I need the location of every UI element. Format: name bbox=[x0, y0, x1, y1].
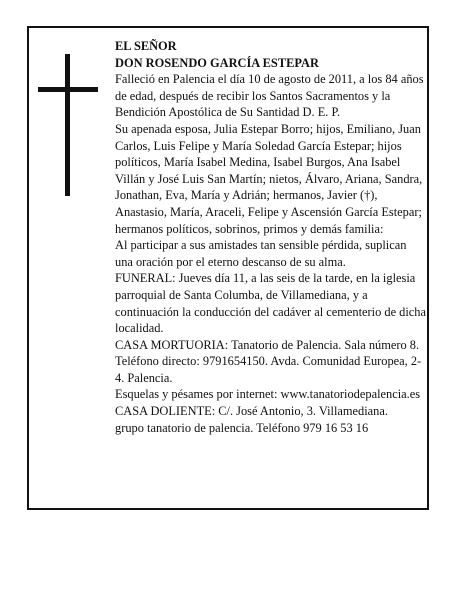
funeral-home-info: CASA MORTUORIA: Tanatorio de Palencia. Sala número 8. Teléfono directo: 9791654150. Avda. Comunidad Europea, 2-4. Palencia. bbox=[115, 337, 422, 385]
death-announcement: Falleció en Palencia el día 10 de agosto de 2011, a los 84 años de edad, después de recibir los Santos Sacramentos y la Bendición Apostólica de Su Santidad D. E. P. bbox=[115, 72, 424, 120]
internet-condolences: Esquelas y pésames por internet: www.tanatoriodepalencia.es bbox=[115, 387, 421, 402]
deceased-name: DON ROSENDO GARCÍA ESTEPAR bbox=[115, 55, 319, 70]
cross-icon bbox=[38, 54, 98, 196]
funeral-group-phone: grupo tanatorio de palencia. Teléfono 979 16 53 16 bbox=[115, 420, 369, 435]
cross-horizontal-bar bbox=[38, 87, 98, 92]
heading-title: EL SEÑOR bbox=[115, 39, 177, 53]
family-home-address: CASA DOLIENTE: C/. José Antonio, 3. Villamediana. bbox=[115, 404, 388, 419]
funeral-info: FUNERAL: Jueves día 11, a las seis de la tarde, en la iglesia parroquial de Santa Columba, de Villamediana, y a continuación la conducción del cadáver al cementerio de dicha localidad. bbox=[115, 271, 426, 336]
cross-vertical-bar bbox=[65, 54, 70, 196]
obituary-text bbox=[115, 38, 427, 436]
family-list: Su apenada esposa, Julia Estepar Borro; hijos, Emiliano, Juan Carlos, Luis Felipe y María Soledad García Estepar; hijos políticos, María Isabel Medina, Isabel Burgos, Ana Isabel Villán y José Luis San Martín; nietos, Álvaro, Ariana, Sandra, Jonathan, Eva, María y Adrián; hermanos, Javier (†), Anastasio, María, Araceli, Felipe y Ascensión García Estepar; hermanos políticos, sobrinos, primos y demás familia: bbox=[115, 121, 423, 236]
prayer-request: Al participar a sus amistades tan sensible pérdida, suplican una oración por el eterno descanso de su alma. bbox=[115, 238, 407, 269]
